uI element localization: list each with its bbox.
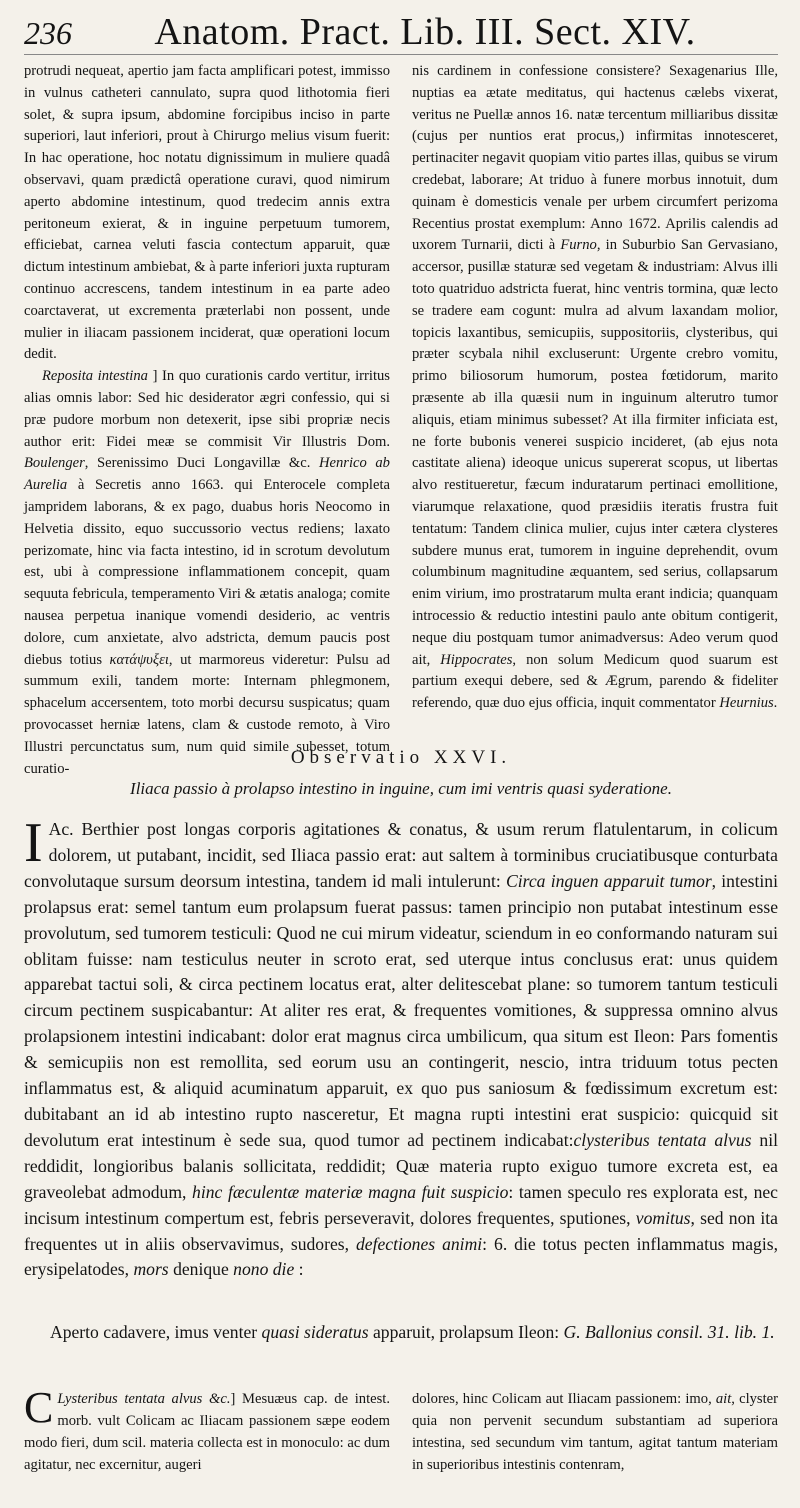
left-lead-phrase: Reposita intestina (42, 368, 148, 385)
commentary-right-column (412, 1388, 778, 1508)
running-title: Anatom. Pract. Lib. III. Sect. XIV. (154, 11, 696, 53)
right-text-d: . (773, 695, 778, 712)
commentary-right-text-a: dolores, hinc Colicam aut Iliacam passionem: imo, (412, 1391, 712, 1407)
obs-italic-2: clysteribus tentata alvus (573, 1129, 752, 1150)
author-heurnius: Heurnius (719, 695, 774, 712)
obs-italic-5: defectiones animi (356, 1233, 483, 1254)
para2-text-b: apparuit, prolapsum Ileon: (372, 1322, 560, 1342)
obs-italic-3: hinc fæculentæ materiæ magna fuit suspicio (192, 1181, 509, 1202)
obs-text-e: , sed non ita frequentes ut in aliis observavimus, sudores, (24, 1207, 778, 1254)
para2-italic-1: quasi sideratus (261, 1322, 369, 1342)
commentary-right-text-b: , clyster quia non pervenit secundum substantiam ad superiora intestina, sed secundum vim tantum, agitat tantum materiam in superioribus intestinis contenram, (412, 1391, 778, 1473)
right-paragraph-1 (412, 61, 778, 715)
para2-citation: G. Ballonius consil. 31. lib. 1. (563, 1322, 775, 1342)
right-text-c: , non solum Medicum quod suarum est partium exequi debere, sed & Ægrum, parendo & fideliter referendo, quæ duo ejus officia, inquit commentator (412, 651, 778, 712)
commentary-left-text: ] Mesuæus cap. de intest. morb. vult Colicam ac Iliacam passionem sæpe eodem modo fieri, dum scil. materia collecta est in monoculo: ac dum agitatur, nec excernitur, augeri (24, 1391, 390, 1473)
left-text-a: ] In quo curationis cardo vertitur, irritus alias omnis labor: Sed hic desiderator ægri confessio, qui si præ pudore morbum non detexerit, ipse sibi propriæ necis author erit: Fidei meæ se commisit Vir Illustris Dom. (24, 368, 390, 450)
left-text-d: , ut marmoreus videretur: Pulsu ad summum exili, tandem morte: Internam phlegmonem, sphacelum accersentem, toto morbi decursu suspicatus; quam provocasset herniæ latens, clam & custode remoto, à Viro Illustri percunctatus sum, num quid simile subesset, totum curatio- (24, 651, 391, 777)
obs-italic-7: nono die (233, 1259, 295, 1280)
name-boulenger: Boulenger (24, 455, 85, 472)
left-paragraph-2 (24, 366, 390, 780)
para2-text-a: Aperto cadavere, imus venter (50, 1322, 258, 1342)
right-text-b: , in Suburbio San Gervasiano, accersor, pusillæ staturæ sed vegetam & industriam: Alvus illi toto quatriduo adstricta fuerat, hinc ventris tormina, quæ lecto se tradere eam cogunt: mulra ad alvum laxandam molior, topicis laxantibus, semicupiis, suppositoriis, clysteribus, qui præter scybala nihil excluserunt: Urgente crebro vomitu, primo biliosorum humorum, postea fœtidorum, marito præsente ab illa quæsii num in inguinum alterutro tumor aliquis, etiam minimus subesset? At illa firmiter inficiata est, ne forte bubonis venerei suspicio incideret, (ab ejus nota castitate aliena) ideoque unicus supererat scopus, ut libertas alvo restitueretur, fæcum induratarum pertinaci emollitione, viarumque relaxatione, quod præsidiis iteratis frustra fuit tentatum: Tandem clinica mulier, cujus inter cætera clysteres subdere munus erat, tumorem in inguine deprehendit, ovum columbinum magnitudine æquantem, sed serius, collapsarum enim virium, imo prostratarum multa erant indicia; quanquam introcessio & reductio intestini paulo ante obitum contigerit, neque diu postquam tumor animadversus: Adeo verum quod ait, (412, 237, 778, 668)
observation-paragraph-1 (24, 812, 778, 1283)
left-column (24, 61, 391, 777)
observation-body (24, 812, 778, 1314)
left-paragraph-1: protrudi nequeat, apertio jam facta amplificari potest, immisso in vulnus catheteri cannulato, supra quod lithotomia fieri solet, & supra ipsum, abdomine forcipibus inciso in parte superiori, laut inferiori, prout à Chirurgo melius visum fuerit: In hac operatione, hoc notatu dignissimum in muliere quadâ observavi, quam prædictâ operatione curavi, quod nimirum aperto abdomine intestinum, quod tredecim annis extra peritoneum exierat, & in inguine perpetuum tumorem, efficiebat, carnea veluti fascia contectum apparuit, quæ dictum intestinum ambiebat, & à parte inferiori juxta rupturam continuo accrescens, tandem intestinum in ea parte adeo coarctaverat, ut excrementa præterlabi non possent, unde mulier in iliacam passionem inciderat, quæ operationi locum dedit. (24, 63, 390, 363)
obs-text-b: , intestini prolapsus erat: semel tantum eum prolapsum fuerat passus: tamen principio non putabat intestinum esse provolutum, sed tumorem testiculi: Quod ne cui mirum videatur, sciendum in eo conformando naturam sui oblitam fuisse: nam testiculus neuter in scroto erat, sed uterque intus conclusus erat: unus quidem apparebat tactui soli, & circa pectinem locatus erat, alter delitescebat plane: so tumorem tantum testiculi circum pectinem suspicabantur: At aliter res erat, & frequentes vomitiones, & suppressa omnino alvus prolapsionem intestini indicabant: dolor erat magnus circa umbilicum, qua situm est Ileon: Pars fomentis & semicupiis non est remollita, sed eorum usu an contingerit, nescio, intra triduum totus pecten inflammatus est, & aliquid acuminatum apparuit, ex quo pus saniosum & fœdissimum excretum est: dubitabant an id ab intestino rupto nasceretur, Et magna rupti intestini erat suspicio: quicquid sit devolutum erat intestinum è sede sua, quod tumor ad pectinem indicabat: (24, 870, 778, 1150)
commentary-lead: Lysteribus tentata alvus &c. (57, 1391, 231, 1407)
obs-text-g: denique (173, 1259, 229, 1280)
obs-text-f: : 6. die totus pecten inflammatus magis, erysipelatodes, (24, 1233, 778, 1280)
obs-italic-6: mors (133, 1259, 169, 1280)
obs-text-c: nil reddidit, longioribus balanis sollicitata, reddidit; Quæ materia rupto exiguo tumore excreta est, ea graveolebat admodum, (24, 1129, 778, 1202)
commentary-left-paragraph (24, 1383, 390, 1476)
obs-text-a: Ac. Berthier post longas corporis agitationes & conatus, & usum rerum flatulentarum, in colicum dolorem, ut putabant, incidit, sed Iliaca passio erat: aut saltem à torminibus cruciatibusque conturbata convolutaque sursum deorsum intestina, tandem id mali intulerunt: (24, 819, 778, 891)
commentary-left-column (24, 1383, 390, 1508)
observation-heading: Observatio XXVI. (290, 747, 512, 768)
left-text-c: à Secretis anno 1663. qui Enterocele completa jampridem laborans, & ex pago, duabus horis Neocomo in Helvetia dissito, equo succussorio vectus rediens; laxato perizomate, hinc via facta intestino, id in scrotum devolutum est, ubi à compressione inflammationem concepit, quam sequuta febricula, temperamento Viri & ætatis analoga; comite nausea perpetua inanique vomendi desiderio, ac ventris dolore, cum anxietate, alvo adstricta, demum paucis post diebus totius (24, 477, 391, 668)
drop-cap-initial: I (24, 812, 43, 874)
obs-text-h: : (298, 1259, 304, 1280)
commentary-right-paragraph (412, 1388, 778, 1476)
page-number: 236 (24, 15, 72, 51)
place-furno: Furno (560, 237, 597, 254)
right-text-a: nis cardinem in confessione consistere? Sexagenarius Ille, nuptias ea ætate meditatus, qui hactenus cælebs vixerat, veritus ne Puellæ annos 16. natæ tercentum milliaribus dissitæ (cujus per nuntios erat procus,) infirmitas innotesceret, pertinaciter negavit quopiam vitio partes illas, quibus se virum credebat, laborare; At triduo à funere morbus innotuit, dum quinam è domesticis venale per urbem circumfert perizoma Recentius prostat exemplum: Anno 1672. Aprilis calendis ad uxorem Turnarii, dicti à (412, 63, 778, 254)
right-column (412, 61, 778, 733)
observation-paragraph-2 (24, 1320, 778, 1372)
obs-italic-4: vomitus (635, 1207, 691, 1228)
left-text-b: , Serenissimo Duci Longavillæ &c. (84, 455, 311, 472)
obs-italic-1: Circa inguen apparuit tumor (506, 870, 712, 891)
commentary-section (24, 1383, 778, 1508)
obs-text-d: : tamen speculo res explorata est, nec incisum intestinum compertum est, febris perseveravit, dolores frequentes, sputiones, (24, 1181, 778, 1228)
commentary-drop-cap: C (24, 1383, 54, 1432)
commentary-right-italic: ait (715, 1391, 732, 1407)
observation-subtitle: Iliaca passio à prolapso intestino in inguine, cum imi ventris quasi syderatione. (130, 779, 672, 798)
name-henrico: Henrico ab Aurelia (24, 455, 390, 494)
greek-word: κατάψυξει (109, 651, 169, 668)
page-header (24, 10, 778, 55)
author-hippocrates: Hippocrates (440, 651, 513, 668)
